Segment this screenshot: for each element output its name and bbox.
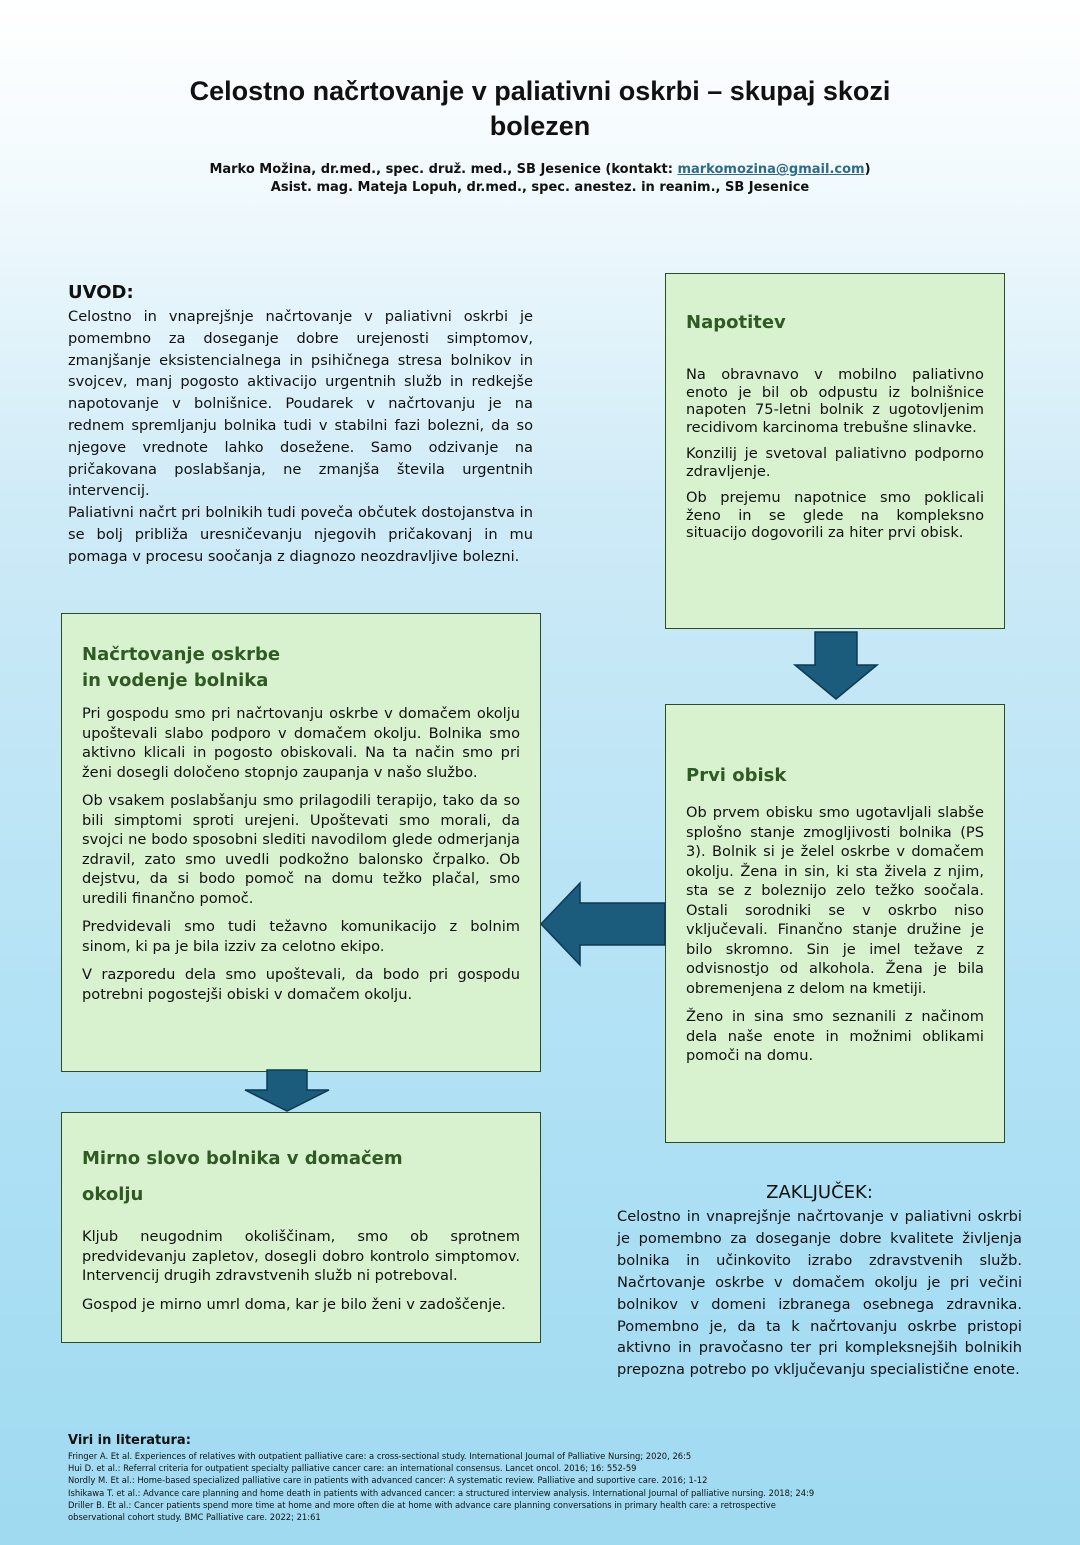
first-visit-heading: Prvi obisk [686, 765, 787, 786]
peaceful-death-paragraph-2: Gospod je mirno umrl doma, kar je bilo ženi v zadoščenje. [82, 1295, 506, 1313]
peaceful-death-paragraph-1: Kljub neugodnim okoliščinam, smo ob sprotnem predvidevanju zapletov, dosegli dobro kontrolo simptomov. Intervencij drugih zdravstvenih služb ni potreboval. [82, 1228, 520, 1284]
care-planning-heading-line-1: Načrtovanje oskrbe [82, 644, 281, 665]
author-line-1 [120, 161, 960, 179]
reference-item: Ishikawa T. et al.: Advance care planning and home death in patients with advanced cancer: a structured interview analysis. International Journal of palliative nursing. 2018; 24:9 [68, 1487, 815, 1498]
contact-email-link[interactable]: markomozina@gmail.com [677, 162, 865, 177]
first-visit-paragraph-1: Ob prvem obisku smo ugotavljali slabše splošno stanje zmogljivosti bolnika (PS 3). Bolnik si je želel oskrbe v domačem okolju. Žena in sin, ki sta živela z njim, sta se z boleznijo zelo težko soočala. Ostali sorodniki se v oskrbo niso vključevali. Finančno stanje družine je bilo skromno. Sin je imel težave z odvisnostjo od alkohola. Žena je bila obremenjena z delom na kmetiji. [686, 804, 984, 997]
reference-item: Hui D. et al.: Referral criteria for outpatient specialty palliative cancer care: an international consensus. Lancet oncol. 2016; 16: 552-59 [68, 1463, 637, 1474]
author-1-suffix: ) [864, 162, 871, 177]
first-visit-paragraph-2: Ženo in sina smo seznanili z načinom dela naše enote in možnimi oblikami pomoči na domu. [686, 1008, 984, 1064]
reference-item: Nordly M. Et al.: Home-based specialized palliative care in patients with advanced cancer: A systematic review. Palliative and suportive care. 2016; 1-12 [68, 1475, 708, 1486]
care-planning-paragraph-2: Ob vsakem poslabšanju smo prilagodili terapijo, tako da so bili simptomi sproti urejeni. Upoštevati smo morali, da svojci ne bodo sposobni slediti navodilom glede odmerjanja zdravil, zato smo uvedli podkožno balonsko črpalko. Ob dejstvu, da si bodo pomoč na domu težko plačal, smo uredili finančno pomoč. [82, 792, 520, 907]
care-planning-paragraph-1: Pri gospodu smo pri načrtovanju oskrbe v domačem okolju upoštevali slabo podporo v domačem okolju. Bolnika smo aktivno klicali in pogosto obiskovali. Na ta način smo pri ženi dosegli določeno stopnjo zaupanja v našo službo. [82, 705, 520, 781]
references-heading: Viri in literatura: [68, 1433, 191, 1448]
author-1-text: Marko Možina, dr.med., spec. druž. med., SB Jesenice (kontakt: [209, 162, 678, 177]
reference-item: Fringer A. Et al. Experiences of relatives with outpatient palliative care: a cross-sectional study. International Journal of Palliative Nursing; 2020, 26:5 [68, 1451, 692, 1461]
poster-title: Celostno načrtovanje v paliativni oskrbi – skupaj skozi bolezen [189, 76, 891, 141]
referral-paragraph-1: Na obravnavo v mobilno paliativno enoto je bil ob odpustu iz bolnišnice napoten 75-letni bolnik z ugotovljenim recidivom karcinoma trebušne slinavke. [686, 366, 984, 436]
peaceful-death-heading [82, 1141, 520, 1213]
peaceful-death-heading-line-2: okolju [82, 1184, 144, 1205]
referral-paragraph-3: Ob prejemu napotnice smo poklicali ženo in se glede na kompleksno situacijo dogovorili za hiter prvi obisk. [686, 489, 984, 541]
conclusion-heading: ZAKLJUČEK: [766, 1182, 873, 1203]
care-planning-paragraph-3: Predvidevali smo tudi težavno komunikacijo z bolnim sinom, ki pa je bila izziv za celotno ekipo. [82, 918, 520, 955]
conclusion-section [617, 1182, 1022, 1381]
care-planning-paragraph-4: V razporedu dela smo upoštevali, da bodo pri gospodu potrebni pogostejši obiski v domačem okolju. [82, 966, 520, 1003]
first-visit-box [665, 704, 1005, 1143]
arrow-left-icon [539, 881, 667, 967]
conclusion-text: Celostno in vnaprejšnje načrtovanje v paliativni oskrbi je pomembno za doseganje dobre kvalitete življenja bolnika in učinkovito izrabo zdravstvenih služb. Načrtovanje oskrbe v domačem okolju je pri večini bolnikov v domeni izbranega osebnega zdravnika. Pomembno je, da ta k načrtovanju oskrbe pristopi aktivno in pravočasno ter pri kompleksnejših bolnikih prepozna potrebo po vključevanju specialistične enote. [617, 1208, 1022, 1379]
reference-item: observational cohort study. BMC Palliative care. 2022; 21:61 [68, 1512, 321, 1523]
referral-paragraph-2: Konzilij je svetoval paliativno podporno zdravljenje. [686, 445, 984, 480]
care-planning-heading [82, 642, 520, 694]
peaceful-death-heading-line-1: Mirno slovo bolnika v domačem [82, 1148, 403, 1169]
peaceful-death-box [61, 1112, 541, 1343]
introduction-heading: UVOD: [68, 282, 134, 303]
referral-heading: Napotitev [686, 312, 786, 333]
introduction-paragraph-1: Celostno in vnaprejšnje načrtovanje v paliativni oskrbi je pomembno za doseganje dobre urejenosti simptomov, zmanjšanje eksistencialnega in psihičnega stresa bolnikov in svojcev, manj pogosto aktivacijo urgentnih služb in redkejše napotovanje v bolnišnice. Poudarek v načrtovanju je na rednem spremljanju bolnika tudi v stabilni fazi bolezni, da so njegove vrednote lahko dosežene. Samo odzivanje na pričakovana poslabšanja, ne zmanjša števila urgentnih intervencij. [68, 308, 533, 500]
care-planning-heading-line-2: in vodenje bolnika [82, 670, 269, 691]
arrow-down-small-icon [243, 1069, 331, 1113]
introduction-section [68, 282, 533, 568]
author-line-2: Asist. mag. Mateja Lopuh, dr.med., spec. anestez. in reanim., SB Jesenice [270, 180, 810, 195]
authors [120, 161, 960, 197]
reference-item: Driller B. Et al.: Cancer patients spend more time at home and more often die at home with advance care planning conversations in primary health care: a retrospective [68, 1499, 776, 1510]
care-planning-box [61, 613, 541, 1072]
introduction-paragraph-2: Paliativni načrt pri bolnikih tudi poveča občutek dostojanstva in se bolj približa uresničevanju njegovih pričakovanj in mu pomaga v procesu soočanja z diagnozo neozdravljive bolezni. [68, 504, 533, 565]
references-section [68, 1433, 968, 1523]
arrow-down-icon [793, 631, 879, 701]
referral-box [665, 273, 1005, 629]
